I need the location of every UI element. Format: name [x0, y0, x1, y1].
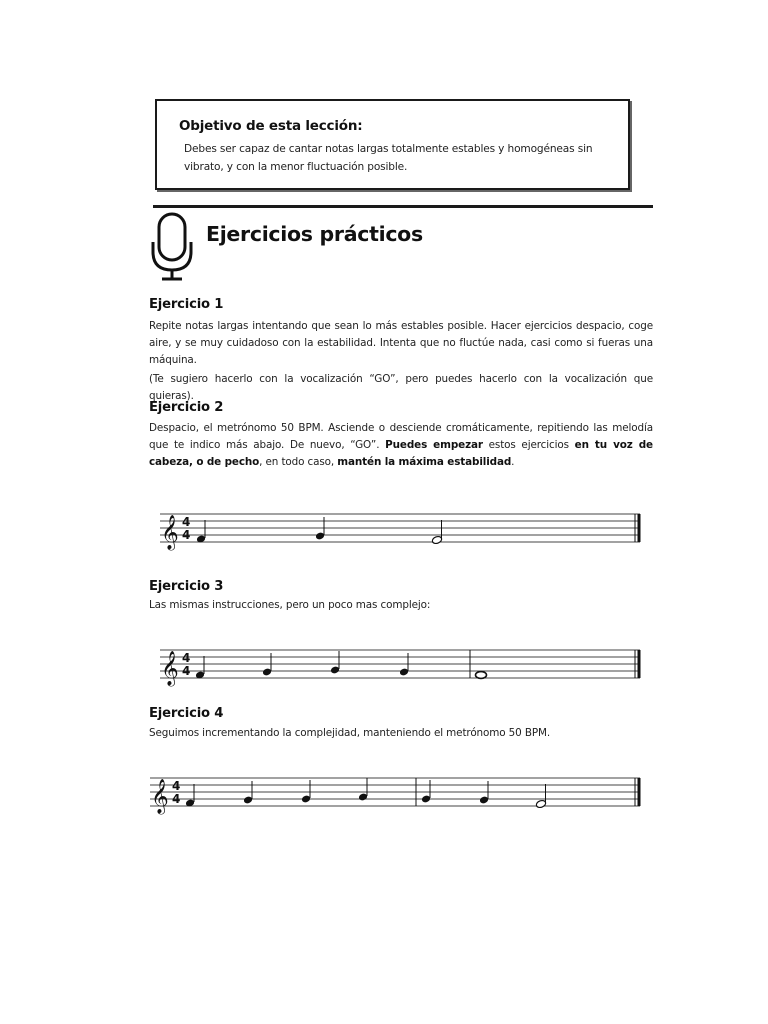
note-quarter — [315, 517, 325, 540]
time-sig-top: 4 — [182, 651, 191, 665]
time-sig-top: 4 — [182, 515, 191, 529]
note-quarter — [330, 651, 340, 674]
exercise-2-text: Despacio, el metrónomo 50 BPM. Asciende o desciende cromáticamente, repitiendo las melodía que te indico más abajo. De nuevo, “GO”. Puedes empezar estos ejercicios en tu voz de cabeza, o de pecho, en todo caso, mantén la máxima estabilidad. — [149, 422, 653, 468]
note-half — [431, 520, 442, 545]
note-quarter — [358, 778, 368, 801]
section-divider — [153, 205, 653, 208]
exercise-1-text: Repite notas largas intentando que sean lo más estables posible. Hacer ejercicios despacio, coge aire, y se muy cuidadoso con la estabilidad. Intenta que no fluctúe nada, casi como si fueras una máquina. — [149, 320, 653, 366]
exercise-3-text: Las mismas instrucciones, pero un poco mas complejo: — [149, 599, 431, 611]
exercise-2-staff — [160, 508, 650, 558]
objective-title: Objetivo de esta lección: — [179, 118, 363, 134]
note-quarter — [196, 520, 206, 543]
note-quarter — [399, 653, 409, 676]
time-sig-top: 4 — [172, 779, 181, 793]
note-quarter — [479, 781, 489, 804]
exercise-4-text: Seguimos incrementando la complejidad, manteniendo el metrónomo 50 BPM. — [149, 727, 551, 739]
time-sig-bottom: 4 — [182, 528, 191, 542]
objective-box — [155, 99, 630, 190]
note-quarter — [262, 653, 272, 676]
time-sig-bottom: 4 — [182, 664, 191, 678]
exercise-3-title: Ejercicio 3 — [149, 579, 224, 594]
note-quarter — [185, 784, 195, 807]
time-sig-bottom: 4 — [172, 792, 181, 806]
objective-text: Debes ser capaz de cantar notas largas totalmente estables y homogéneas sin vibrato, y con la menor fluctuación posible. — [184, 143, 593, 173]
treble-clef-icon: 𝄞 — [151, 779, 169, 814]
note-quarter — [195, 656, 205, 679]
exercise-1-note: (Te sugiero hacerlo con la vocalización “GO”, pero puedes hacerlo con la vocalización que quieras). — [149, 373, 653, 402]
exercise-2-title: Ejercicio 2 — [149, 400, 224, 415]
note-half — [535, 784, 546, 809]
treble-clef-icon: 𝄞 — [161, 651, 179, 686]
treble-clef-icon: 𝄞 — [161, 515, 179, 550]
section-title: Ejercicios prácticos — [206, 222, 423, 246]
exercise-4-staff — [151, 772, 650, 822]
exercise-4-title: Ejercicio 4 — [149, 706, 224, 721]
note-whole — [476, 672, 487, 679]
exercise-1-title: Ejercicio 1 — [149, 297, 224, 312]
microphone-icon — [150, 212, 194, 284]
exercise-3-staff — [160, 644, 650, 694]
note-quarter — [243, 781, 253, 804]
